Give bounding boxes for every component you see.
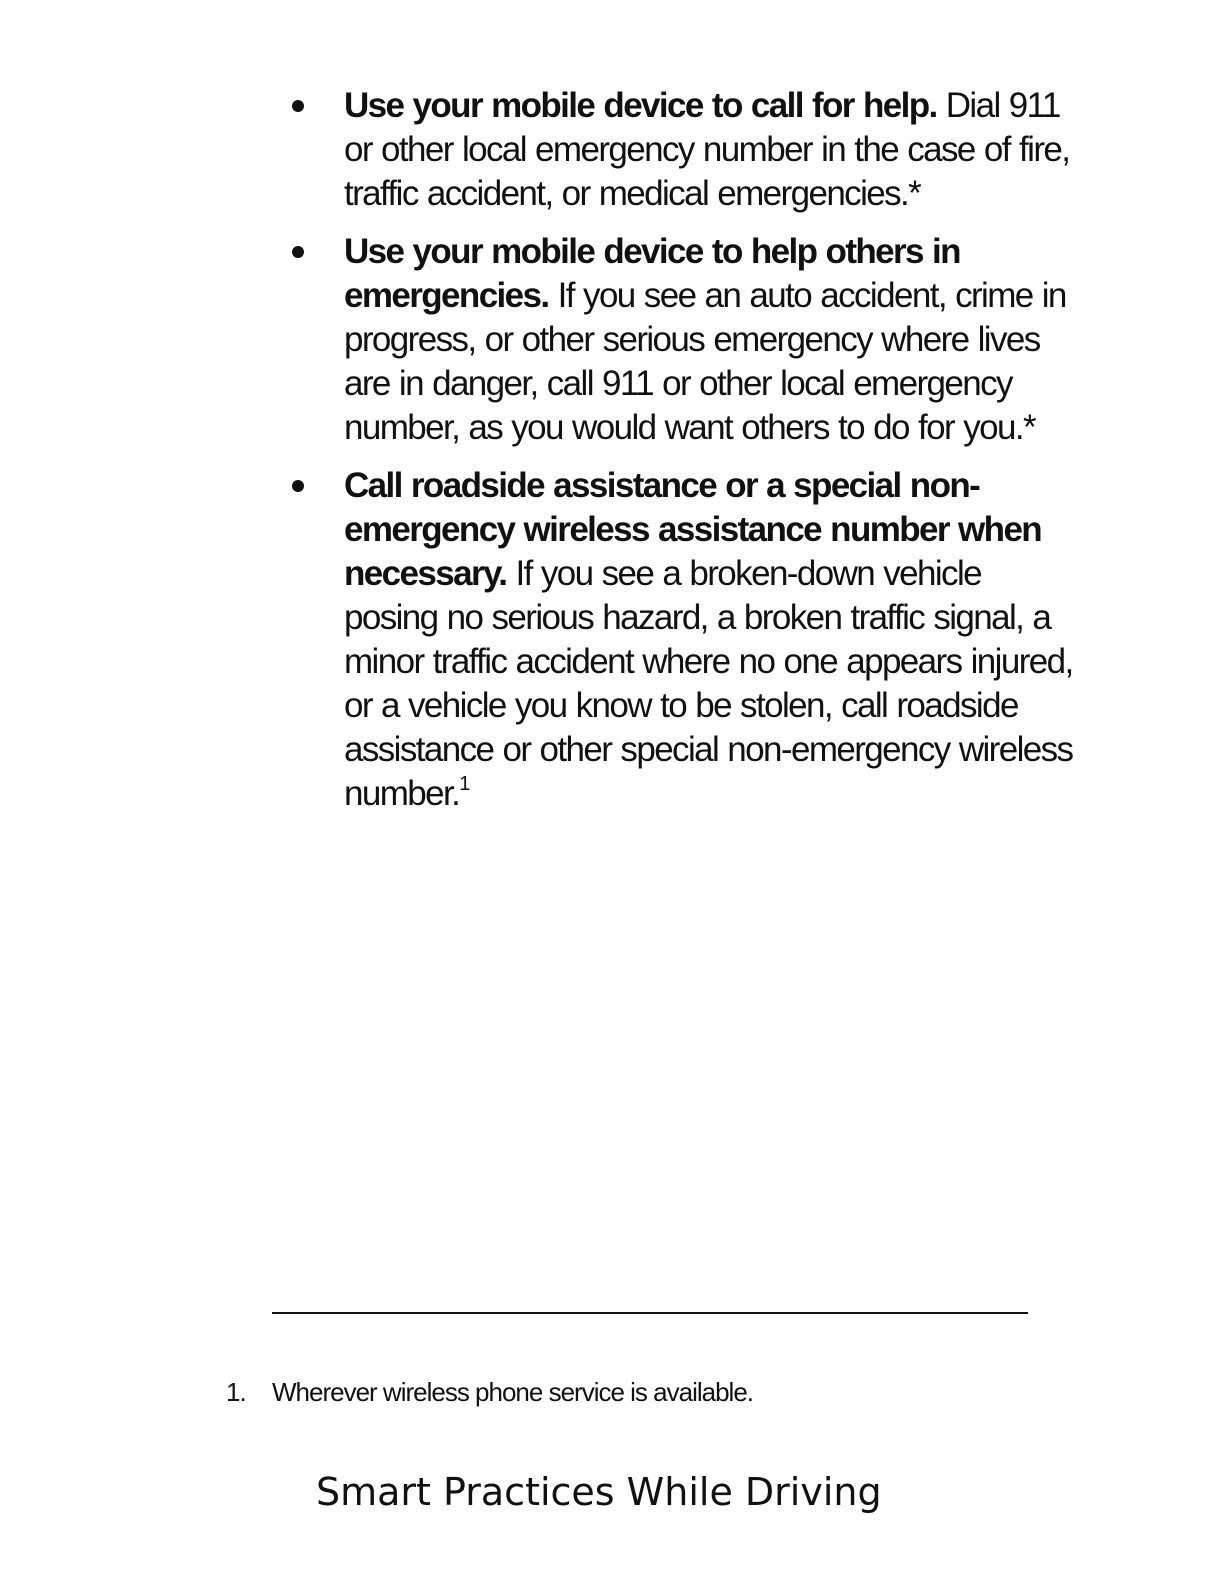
bullet-heading: Use your mobile device to help others in emergencies. (344, 232, 960, 315)
bullet-item-help-others (286, 230, 1076, 450)
footnote (226, 1374, 753, 1410)
bullet-heading: Use your mobile device to call for help. (344, 86, 937, 125)
footnote-number: 1. (226, 1377, 246, 1407)
footnote-text: Wherever wireless phone service is available. (272, 1377, 754, 1407)
bullet-body: Dial 911 or other local emergency number in the case of fire, traffic accident, or medical emergencies.* (344, 86, 1070, 213)
bullet-icon (292, 480, 304, 492)
bullet-body: If you see a broken-down vehicle posing no serious hazard, a broken traffic signal, a minor traffic accident where no one appears injured, or a vehicle you know to be stolen, call roadside assistance or other special non-emergency wireless number. (344, 554, 1073, 813)
footnote-reference: 1 (459, 773, 469, 796)
bullet-list (286, 84, 1076, 830)
bullet-icon (292, 246, 304, 258)
bullet-item-call-for-help (286, 84, 1076, 216)
bullet-body: If you see an auto accident, crime in progress, or other serious emergency where lives are in danger, call 911 or other local emergency number, as you would want others to do for you.* (344, 276, 1066, 447)
bullet-item-roadside-assistance (286, 464, 1076, 816)
bullet-icon (292, 100, 304, 112)
footnote-divider (272, 1312, 1028, 1314)
page-footer-title: Smart Practices While Driving (316, 1470, 882, 1514)
bullet-heading: Call roadside assistance or a special non-emergency wireless assistance number when necessary. (344, 466, 1042, 593)
